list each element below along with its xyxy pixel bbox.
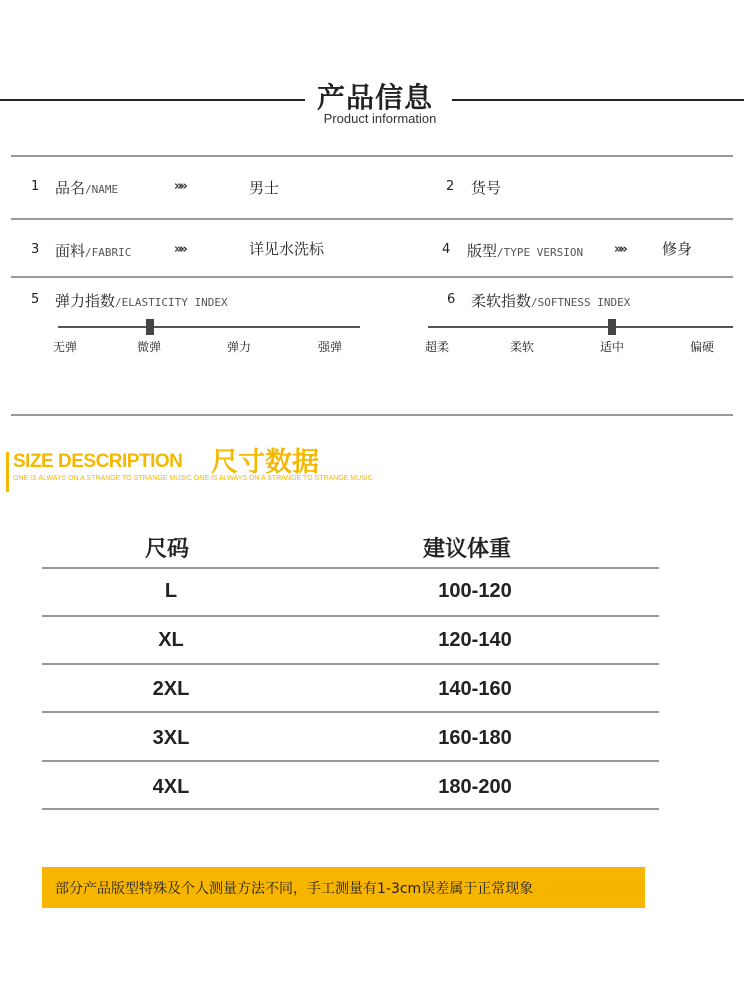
field-label-en: /NAME [85,183,119,196]
table-cell-size: XL [158,629,184,651]
notice-text: 部分产品版型特殊及个人测量方法不同，手工测量有1-3cm误差属于正常现象 [55,881,534,897]
field-label-en: /TYPE VERSION [497,246,584,259]
table-cell-weight: 100-120 [438,580,512,602]
field-label: 柔软指数 [471,292,532,310]
field-type-version [467,240,583,261]
measurement-notice [42,867,645,908]
field-name [55,177,118,198]
softness-scale-track [428,326,733,328]
table-divider [42,663,659,665]
elasticity-scale-marker [146,319,154,335]
table-divider [42,711,659,713]
field-value: 修身 [662,240,693,258]
table-divider [42,808,659,810]
table-divider [42,567,659,569]
table-cell-weight: 120-140 [438,629,512,651]
elasticity-scale-label: 微弹 [137,340,162,354]
softness-scale-label: 适中 [600,340,625,354]
field-value: 男士 [249,179,280,197]
accent-bar [6,452,9,492]
item-number: 3 [31,242,40,257]
table-header: 建议体重 [423,537,512,562]
table-cell-size: L [164,580,178,602]
item-number: 5 [31,292,40,307]
field-elasticity [55,290,228,311]
field-label: 面料 [55,242,86,260]
page-title: 产品信息 [0,76,750,116]
field-softness [471,290,630,311]
table-cell-weight: 140-160 [438,678,512,700]
size-section-tagline: ONE IS ALWAYS ON A STRANGE TO STRANGE MUSIC ONE IS ALWAYS ON A STRANGE TO STRANGE MUSIC [13,475,373,482]
size-section-title-en: SIZE DESCRIPTION [13,451,183,472]
divider [11,155,733,157]
arrows-icon: »» [174,179,185,194]
field-label: 货号 [471,179,502,197]
field-label: 品名 [55,179,86,197]
field-label-en: /ELASTICITY INDEX [115,296,228,309]
divider [11,276,733,278]
field-fabric [55,240,131,261]
item-number: 1 [31,179,40,194]
softness-scale-label: 柔软 [510,340,535,354]
table-header: 尺码 [145,537,190,562]
table-cell-size: 3XL [152,727,190,749]
softness-scale-label: 超柔 [425,340,450,354]
divider [11,218,733,220]
table-cell-size: 4XL [152,776,190,798]
divider [11,414,733,416]
field-label: 版型 [467,242,498,260]
elasticity-scale-label: 强弹 [318,340,343,354]
item-number: 4 [442,242,451,257]
table-cell-weight: 180-200 [438,776,512,798]
arrows-icon: »» [614,242,625,257]
field-label-en: /SOFTNESS INDEX [531,296,631,309]
elasticity-scale-track [58,326,360,328]
arrows-icon: »» [174,242,185,257]
field-label-en: /FABRIC [85,246,132,259]
field-label: 弹力指数 [55,292,116,310]
field-value: 详见水洗标 [249,240,325,258]
table-divider [42,615,659,617]
item-number: 6 [447,292,456,307]
softness-scale-marker [608,319,616,335]
elasticity-scale-label: 无弹 [53,340,78,354]
table-divider [42,760,659,762]
size-section-title-cn: 尺寸数据 [211,447,319,478]
page-subtitle: Product information [323,111,437,126]
table-cell-size: 2XL [152,678,190,700]
item-number: 2 [446,179,455,194]
softness-scale-label: 偏硬 [690,340,715,354]
table-cell-weight: 160-180 [438,727,512,749]
elasticity-scale-label: 弹力 [227,340,252,354]
